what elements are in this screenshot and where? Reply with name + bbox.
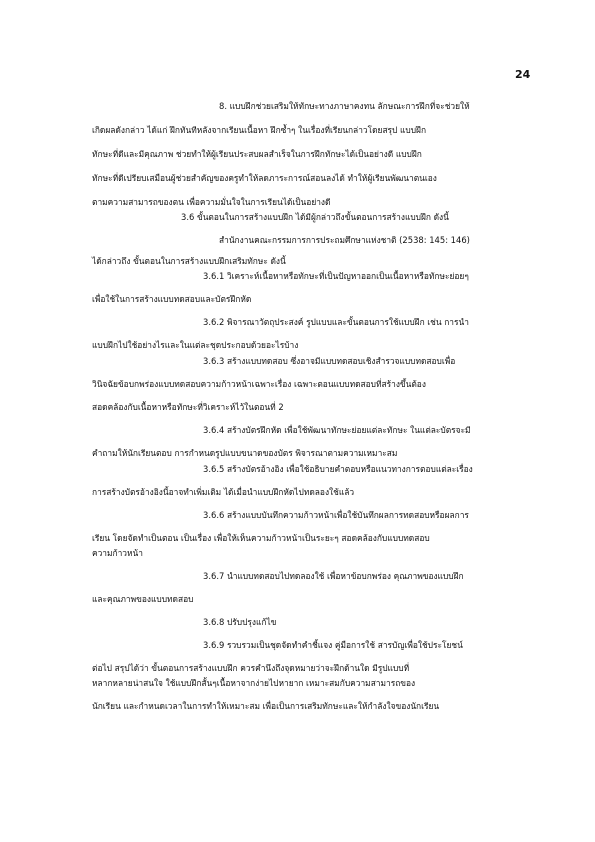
- text-line: เกิดผลดังกล่าว ได้แก่ ฝึกทันทีหลังจากเรียนเนื้อหา ฝึกซ้ำๆ ในเรื่องที่เรียนกล่าวโดยสรุป แบบฝึก: [92, 125, 427, 135]
- text-line: ทักษะที่ดีเปรียบเสมือนผู้ช่วยสำคัญของครูทำให้ลดภาระการณ์สอนลงได้ ทำให้ผู้เรียนพัฒนาตนเอง: [92, 173, 437, 183]
- text-line: เพื่อใช้ในการสร้างแบบทดสอบและบัตรฝึกหัด: [92, 294, 252, 304]
- text-line: นักเรียน และกำหนดเวลาในการทำให้เหมาะสม เพื่อเป็นการเสริมทักษะและให้กำลังใจของนักเรียน: [92, 701, 440, 711]
- text-line: ได้กล่าวถึง ขั้นตอนในการสร้างแบบฝึกเสริมทักษะ ดังนี้: [92, 256, 286, 266]
- text-line: ตามความสามารถของตน เพื่อความมั่นใจในการเรียนได้เป็นอย่างดี: [92, 197, 331, 207]
- text-line: และคุณภาพของแบบทดสอบ: [92, 594, 194, 604]
- text-line: แบบฝึกไปใช้อย่างไรและในแต่ละชุดประกอบด้วยอะไรบ้าง: [92, 340, 299, 350]
- text-line: 3.6.7 นำแบบทดสอบไปทดลองใช้ เพื่อหาข้อบกพร่อง คุณภาพของแบบฝึก: [203, 571, 464, 581]
- text-line: 3.6.2 พิจารณาวัตถุประสงค์ รูปแบบและขั้นตอนการใช้แบบฝึก เช่น การนำ: [203, 317, 469, 327]
- text-line: คำถามให้นักเรียนตอบ การกำหนดรูปแบบขนาดของบัตร พิจารณาตามความเหมาะสม: [92, 448, 398, 458]
- text-line: เรียน โดยจัดทำเป็นตอน เป็นเรื่อง เพื่อให้เห็นความก้าวหน้าเป็นระยะๆ สอดคล้องกับแบบทดสอบ: [92, 533, 430, 543]
- text-line: 3.6.3 สร้างแบบทดสอบ ซึ่งอาจมีแบบทดสอบเชิงสำรวจแบบทดสอบเพื่อ: [203, 356, 456, 366]
- text-line: หลากหลายน่าสนใจ ใช้แบบฝึกสั้นๆเนื้อหาจากง่ายไปหายาก เหมาะสมกับความสามารถของ: [92, 678, 416, 688]
- text-line: 8. แบบฝึกช่วยเสริมให้ทักษะทางภาษาคงทน ลักษณะการฝึกที่จะช่วยให้: [219, 101, 470, 111]
- text-line: สอดคล้องกับเนื้อหาหรือทักษะที่วิเคราะห์ไว้ในตอนที่ 2: [92, 402, 284, 412]
- text-line: 3.6.8 ปรับปรุงแก้ไข: [203, 617, 277, 627]
- text-line: ความก้าวหน้า: [92, 548, 143, 558]
- text-line: 3.6.4 สร้างบัตรฝึกหัด เพื่อใช้พัฒนาทักษะย่อยแต่ละทักษะ ในแต่ละบัตรจะมี: [203, 425, 471, 435]
- text-line: 3.6 ขั้นตอนในการสร้างแบบฝึก ได้มีผู้กล่าวถึงขั้นตอนการสร้างแบบฝึก ดังนี้: [181, 212, 449, 222]
- text-line: 3.6.1 วิเคราะห์เนื้อหาหรือทักษะที่เป็นปัญหาออกเป็นเนื้อหาหรือทักษะย่อยๆ: [203, 271, 469, 281]
- page-number: 24: [515, 68, 531, 81]
- text-line: ต่อไป สรุปได้ว่า ขั้นตอนการสร้างแบบฝึก ควรคำนึงถึงจุดหมายว่าจะฝึกด้านใด มีรูปแบบที่: [92, 663, 410, 673]
- text-line: สำนักงานคณะกรรมการการประถมศึกษาแห่งชาติ (2538: 145: 146): [219, 235, 470, 245]
- text-line: 3.6.6 สร้างแบบบันทึกความก้าวหน้าเพื่อใช้บันทึกผลการทดสอบหรือผลการ: [203, 510, 469, 520]
- text-line: 3.6.9 รวบรวมเป็นชุดจัดทำคำชี้แจง คู่มือการใช้ สารบัญเพื่อใช้ประโยชน์: [203, 640, 463, 650]
- text-line: 3.6.5 สร้างบัตรอ้างอิง เพื่อใช้อธิบายคำตอบหรือแนวทางการตอบแต่ละเรื่อง: [203, 464, 473, 474]
- text-line: การสร้างบัตรอ้างอิงนี้อาจทำเพิ่มเติม ได้เมื่อนำแบบฝึกหัดไปทดลองใช้แล้ว: [92, 487, 355, 497]
- text-line: ทักษะที่ดีและมีคุณภาพ ช่วยทำให้ผู้เรียนประสบผลสำเร็จในการฝึกทักษะได้เป็นอย่างดี แบบฝึก: [92, 149, 422, 159]
- text-line: วินิจฉัยข้อบกพร่องแบบทดสอบความก้าวหน้าเฉพาะเรื่อง เฉพาะตอนแบบทดสอบที่สร้างขึ้นต้อง: [92, 379, 426, 389]
